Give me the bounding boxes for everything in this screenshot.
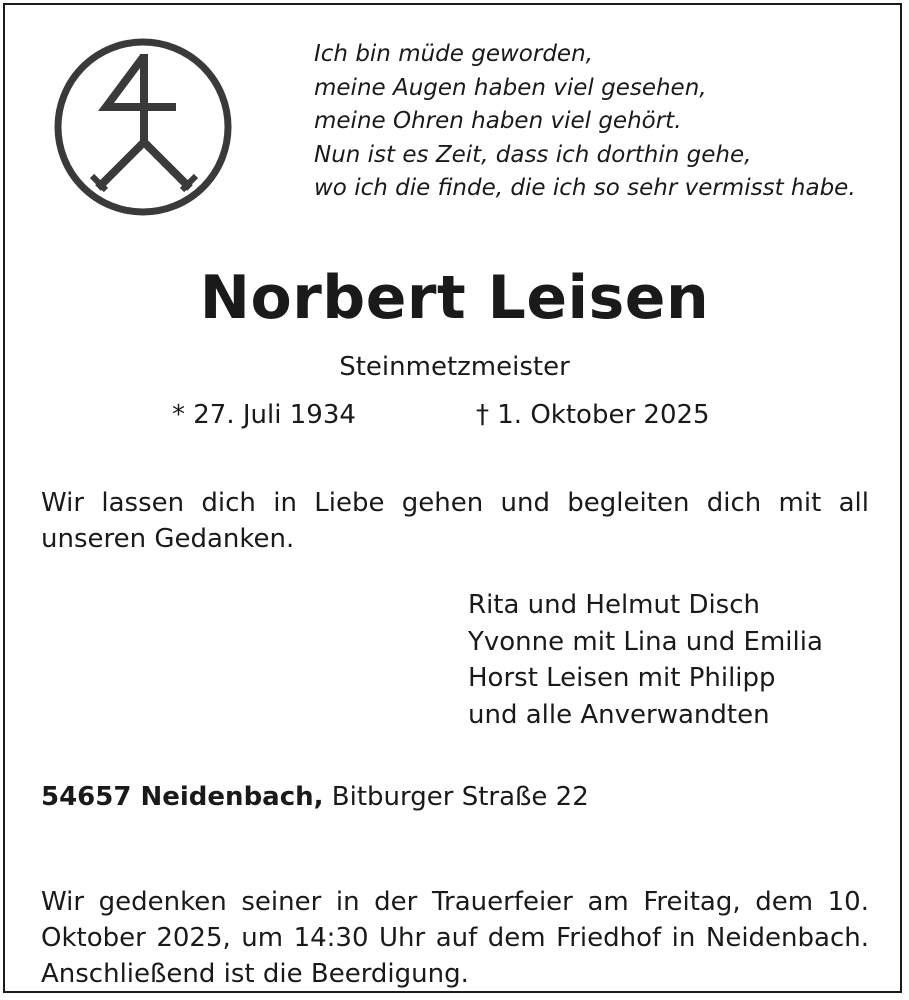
death-date: † 1. Oktober 2025 — [476, 400, 710, 430]
poem — [314, 38, 884, 206]
deceased-name: Norbert Leisen — [199, 263, 710, 333]
mourners-list — [468, 587, 823, 733]
mourner-line: Horst Leisen mit Philipp — [468, 663, 776, 693]
poem-line: wo ich die finde, die ich so sehr vermisst habe. — [314, 175, 856, 201]
poem-line: Ich bin müde geworden, — [314, 41, 593, 67]
poem-line: Nun ist es Zeit, dass ich dorthin gehe, — [314, 141, 752, 168]
deceased-profession: Steinmetzmeister — [339, 352, 570, 382]
funeral-text: Wir gedenken seiner in der Trauerfeier am Freitag, dem 10. Oktober 2025, um 14:30 Uhr auf dem Friedhof in Neidenbach. Anschließend ist die Beerdigung. — [41, 887, 869, 989]
farewell-text: Wir lassen dich in Liebe gehen und begleiten dich mit all unseren Gedanken. — [41, 488, 869, 554]
stonemason-mark-icon — [52, 36, 234, 218]
mourner-line: Rita und Helmut Disch — [468, 590, 761, 620]
birth-date: * 27. Juli 1934 — [172, 400, 356, 430]
mourner-line: Yvonne mit Lina und Emilia — [468, 626, 823, 657]
poem-line: meine Ohren haben viel gehört. — [314, 108, 682, 134]
poem-line: meine Augen haben viel gesehen, — [314, 74, 707, 101]
address — [41, 779, 589, 815]
address-place: 54657 Neidenbach, — [41, 782, 324, 812]
mourner-line: und alle Anverwandten — [468, 699, 770, 730]
address-street: Bitburger Straße 22 — [331, 782, 589, 812]
